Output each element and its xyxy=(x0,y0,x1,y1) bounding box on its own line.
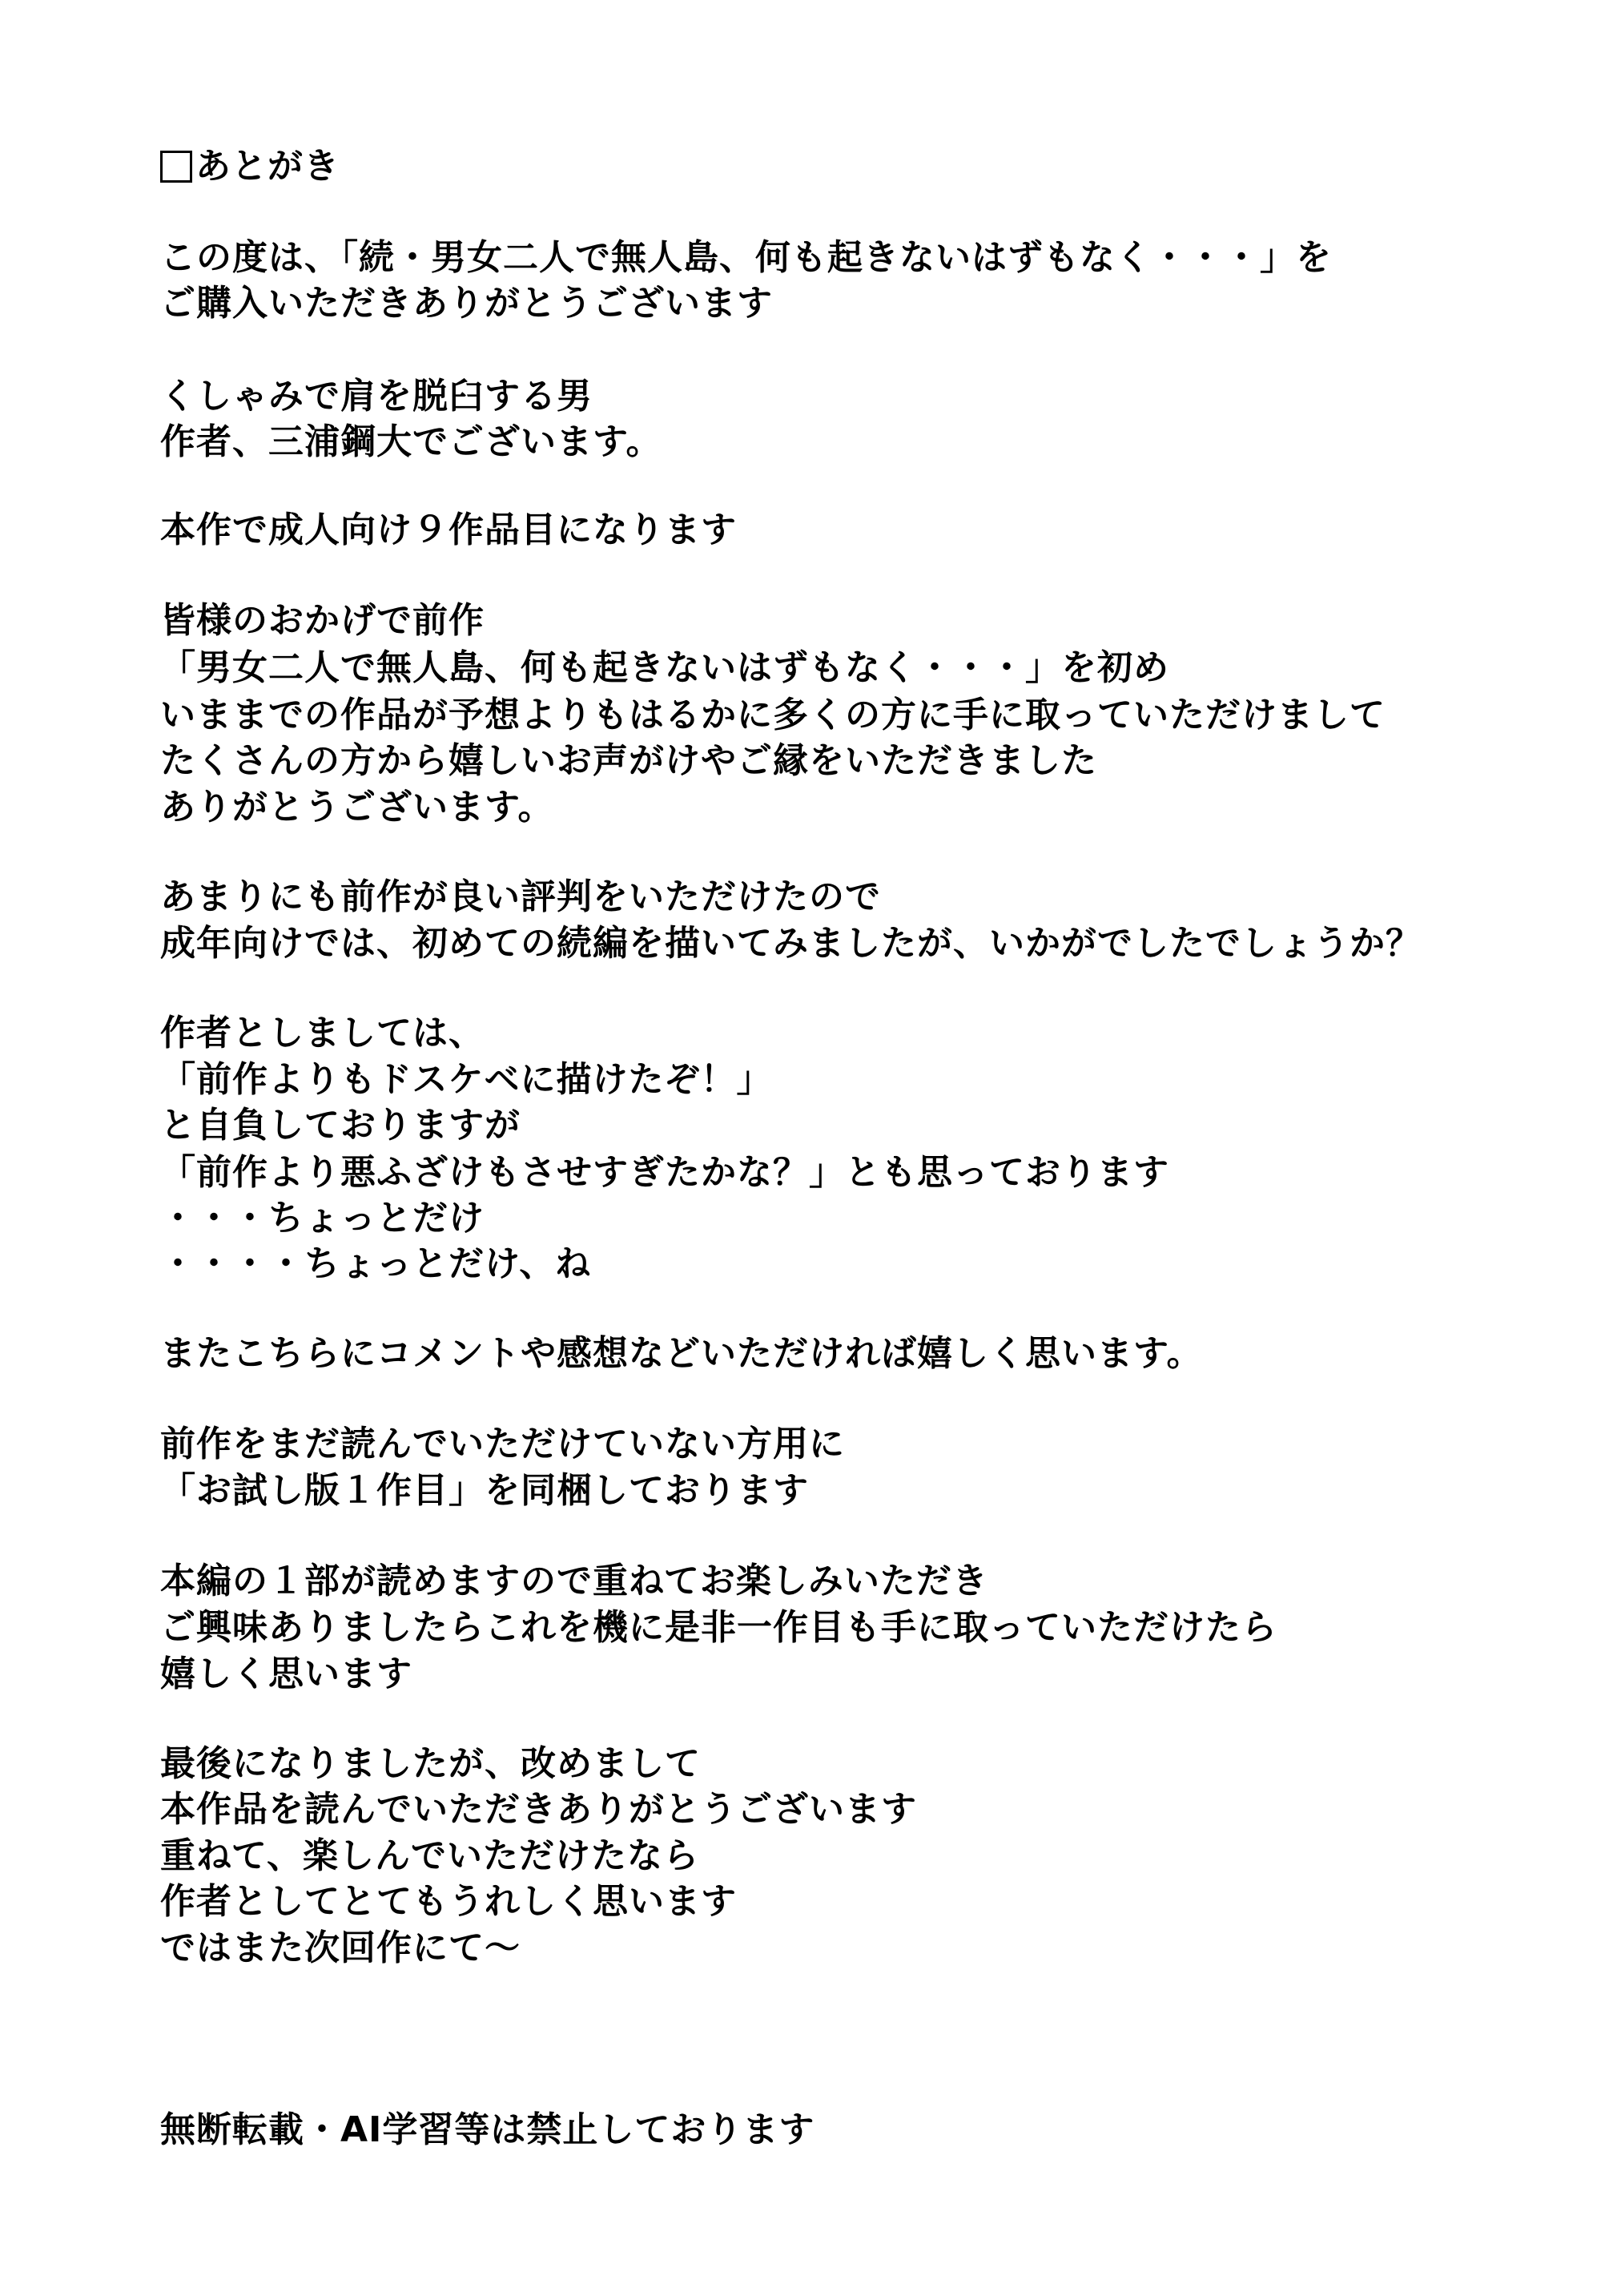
text-line: 皆様のおかげで前作 xyxy=(160,600,485,641)
text-line: あまりにも前作が良い評判をいただけたので xyxy=(160,876,881,917)
text-line: くしゃみで肩を脱臼する男 xyxy=(160,376,593,417)
text-line: 本作で成人向け９作品目になります xyxy=(160,510,737,550)
text-line: 本作品を読んでいただきありがとうございます xyxy=(160,1789,917,1830)
text-line: 作者、三浦鋼大でございます。 xyxy=(160,421,662,462)
text-line: ご購入いただきありがとうございます xyxy=(160,283,773,324)
text-line: 作者としてとてもうれしく思います xyxy=(160,1881,737,1922)
text-line: ご興味ありましたらこれを機に是非一作目も手に取っていただけたら xyxy=(160,1607,1277,1648)
text-line: 本編の１部が読めますので重ねてお楽しみいただき xyxy=(160,1561,988,1601)
text-line: ではまた次回作にて～ xyxy=(160,1927,521,1968)
text-line: この度は、「続・男女二人で無人島、何も起きないはずもなく・・・」を xyxy=(160,237,1332,278)
text-line: 作者としましては、 xyxy=(160,1013,485,1053)
afterword-title-text: あとがき xyxy=(195,146,340,187)
text-line: いままでの作品が予想よりもはるかに多くの方に手に取っていただけまして xyxy=(160,695,1386,735)
text-line: 成年向けでは、初めての続編を描いてみましたが、いかがでしたでしょうか？ xyxy=(160,923,1422,964)
text-line: ありがとうございます。 xyxy=(160,787,554,828)
text-line: 前作をまだ読んでいただけていない方用に xyxy=(160,1424,845,1464)
text-line: ・・・・ちょっとだけ、ね xyxy=(160,1243,592,1284)
text-line: 「男女二人で無人島、何も起きないはずもなく・・・」を初め xyxy=(160,647,1169,688)
text-line: 重ねて、楽しんでいただけたなら xyxy=(160,1835,700,1876)
checkbox-icon xyxy=(160,151,192,183)
text-line: またこちらにコメントや感想などいただければ嬉しく思います。 xyxy=(160,1333,1203,1374)
text-line: 「お試し版１作目」を同梱しております xyxy=(160,1470,809,1511)
text-line: と自負しておりますが xyxy=(160,1105,521,1146)
text-line: 「前作より悪ふざけもさせすぎたかな？」とも思っております xyxy=(160,1152,1169,1193)
afterword-title xyxy=(160,144,340,189)
copyright-notice: 無断転載・AI学習等は禁止しております xyxy=(160,2109,815,2150)
text-line: たくさんの方から嬉しいお声がけやご縁をいただきました xyxy=(160,740,1097,781)
text-line: ・・・ちょっとだけ xyxy=(160,1198,485,1239)
text-line: 「前作よりもドスケベに描けたぞ！」 xyxy=(160,1059,773,1100)
text-line: 嬉しく思います xyxy=(160,1654,412,1694)
text-line: 最後になりましたが、改めまして xyxy=(160,1743,701,1784)
